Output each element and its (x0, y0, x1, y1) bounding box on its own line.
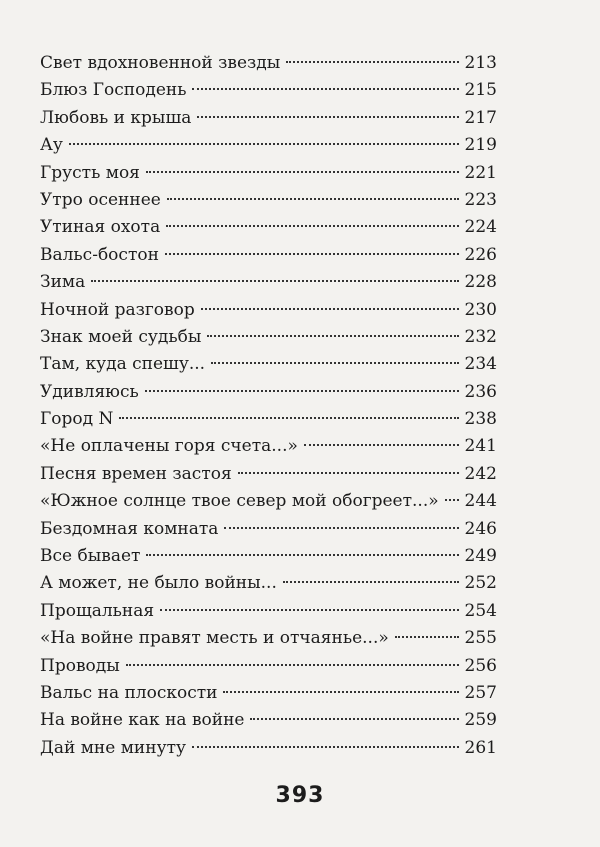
toc-entry-page: 236 (464, 381, 497, 402)
toc-entry-title: «Южное солнце твое север мой обогреет...» (40, 491, 439, 512)
dot-leader (238, 472, 459, 474)
dot-leader (165, 253, 459, 255)
toc-entry-page: 234 (464, 354, 497, 375)
toc-entry-title: Ау (40, 135, 63, 156)
toc-entry-page: 228 (464, 272, 497, 293)
dot-leader (286, 61, 458, 63)
toc-entry-page: 261 (464, 737, 497, 758)
toc-entry-title: Грусть моя (40, 162, 140, 183)
toc-entry-title: На войне как на войне (40, 710, 245, 731)
toc-entry (40, 269, 497, 296)
toc-entry (40, 379, 497, 406)
toc-entry (40, 735, 497, 762)
toc-entry (40, 214, 497, 241)
toc-entry-title: «Не оплачены горя счета...» (40, 436, 298, 457)
toc-entry-title: Бездомная комната (40, 518, 219, 539)
toc-entry-page: 238 (464, 409, 497, 430)
toc-entry (40, 598, 497, 625)
toc-entry (40, 324, 497, 351)
toc-entry-title: Вальс-бостон (40, 244, 159, 265)
toc-entry-title: Ночной разговор (40, 299, 195, 320)
toc-entry-title: Там, куда спешу... (40, 354, 206, 375)
toc-entry-title: Прощальная (40, 600, 155, 621)
dot-leader (69, 143, 459, 145)
toc-entry-title: А может, не было войны... (40, 573, 277, 594)
toc-entry (40, 77, 497, 104)
toc-entry-title: Удивляюсь (40, 381, 139, 402)
toc-entry-page: 226 (464, 244, 497, 265)
dot-leader (192, 746, 459, 748)
toc-entry (40, 187, 497, 214)
toc-entry (40, 488, 497, 515)
dot-leader (160, 609, 458, 611)
toc-entry-title: Любовь и крыша (40, 107, 192, 128)
toc-entry-title: Песня времен застоя (40, 463, 232, 484)
toc-entry-title: Проводы (40, 655, 120, 676)
toc-entry-page: 256 (464, 655, 497, 676)
toc-entry (40, 433, 497, 460)
dot-leader (304, 444, 459, 446)
dot-leader (395, 636, 459, 638)
dot-leader (126, 664, 459, 666)
toc-entry-page: 254 (464, 600, 497, 621)
toc-entry (40, 297, 497, 324)
toc-entry-title: Знак моей судьбы (40, 326, 202, 347)
dot-leader (167, 198, 459, 200)
toc-entry-page: 213 (464, 53, 497, 73)
toc-entry-page: 223 (464, 189, 497, 210)
toc-entry (40, 406, 497, 433)
dot-leader (192, 88, 458, 90)
toc-entry-title: Дай мне минуту (40, 737, 187, 758)
dot-leader (207, 335, 458, 337)
toc-entry-page: 242 (464, 463, 497, 484)
dot-leader (223, 691, 458, 693)
dot-leader (146, 554, 458, 556)
dot-leader (445, 499, 459, 501)
toc-entry (40, 625, 497, 652)
toc-entry (40, 680, 497, 707)
toc-entry-page: 217 (464, 107, 497, 128)
toc-entry-title: Вальс на плоскости (40, 682, 218, 703)
dot-leader (201, 308, 459, 310)
toc-entry (40, 570, 497, 597)
toc-entry (40, 351, 497, 378)
dot-leader (211, 362, 458, 364)
toc-entry (40, 50, 497, 77)
toc-entry-page: 221 (464, 162, 497, 183)
toc-entry-page: 219 (464, 135, 497, 156)
dot-leader (283, 581, 459, 583)
toc-entry-title: Все бывает (40, 546, 141, 567)
toc-entry-page: 246 (464, 518, 497, 539)
toc-entry (40, 516, 497, 543)
dot-leader (119, 417, 458, 419)
toc-entry-title: Свет вдохновенной звезды (40, 53, 281, 73)
toc-entry (40, 707, 497, 734)
page-number: 393 (275, 783, 325, 808)
dot-leader (166, 225, 458, 227)
toc-entry-page: 252 (464, 573, 497, 594)
toc-entry-page: 257 (464, 682, 497, 703)
toc-entry-title: Город N (40, 409, 114, 430)
toc-entry (40, 461, 497, 488)
toc-entry (40, 242, 497, 269)
toc-entry-page: 255 (464, 628, 497, 649)
toc-entry (40, 132, 497, 159)
toc-entry-page: 244 (464, 491, 497, 512)
toc-entry-page: 241 (464, 436, 497, 457)
toc-entry (40, 543, 497, 570)
toc-entry-page: 249 (464, 546, 497, 567)
dot-leader (145, 390, 459, 392)
toc-entry-title: Утро осеннее (40, 189, 161, 210)
dot-leader (250, 718, 458, 720)
toc-entry (40, 160, 497, 187)
table-of-contents (40, 50, 497, 762)
toc-entry-title: Блюз Господень (40, 80, 187, 101)
toc-entry-title: «На войне правят месть и отчаянье...» (40, 628, 389, 649)
dot-leader (91, 280, 458, 282)
toc-entry-page: 215 (464, 80, 497, 101)
toc-entry-title: Утиная охота (40, 217, 161, 238)
toc-entry-title: Зима (40, 272, 86, 293)
dot-leader (146, 171, 459, 173)
toc-entry (40, 105, 497, 132)
toc-entry-page: 224 (464, 217, 497, 238)
toc-entry-page: 230 (464, 299, 497, 320)
toc-entry (40, 653, 497, 680)
dot-leader (197, 116, 458, 118)
toc-entry-page: 232 (464, 326, 497, 347)
toc-entry-page: 259 (464, 710, 497, 731)
dot-leader (224, 527, 458, 529)
